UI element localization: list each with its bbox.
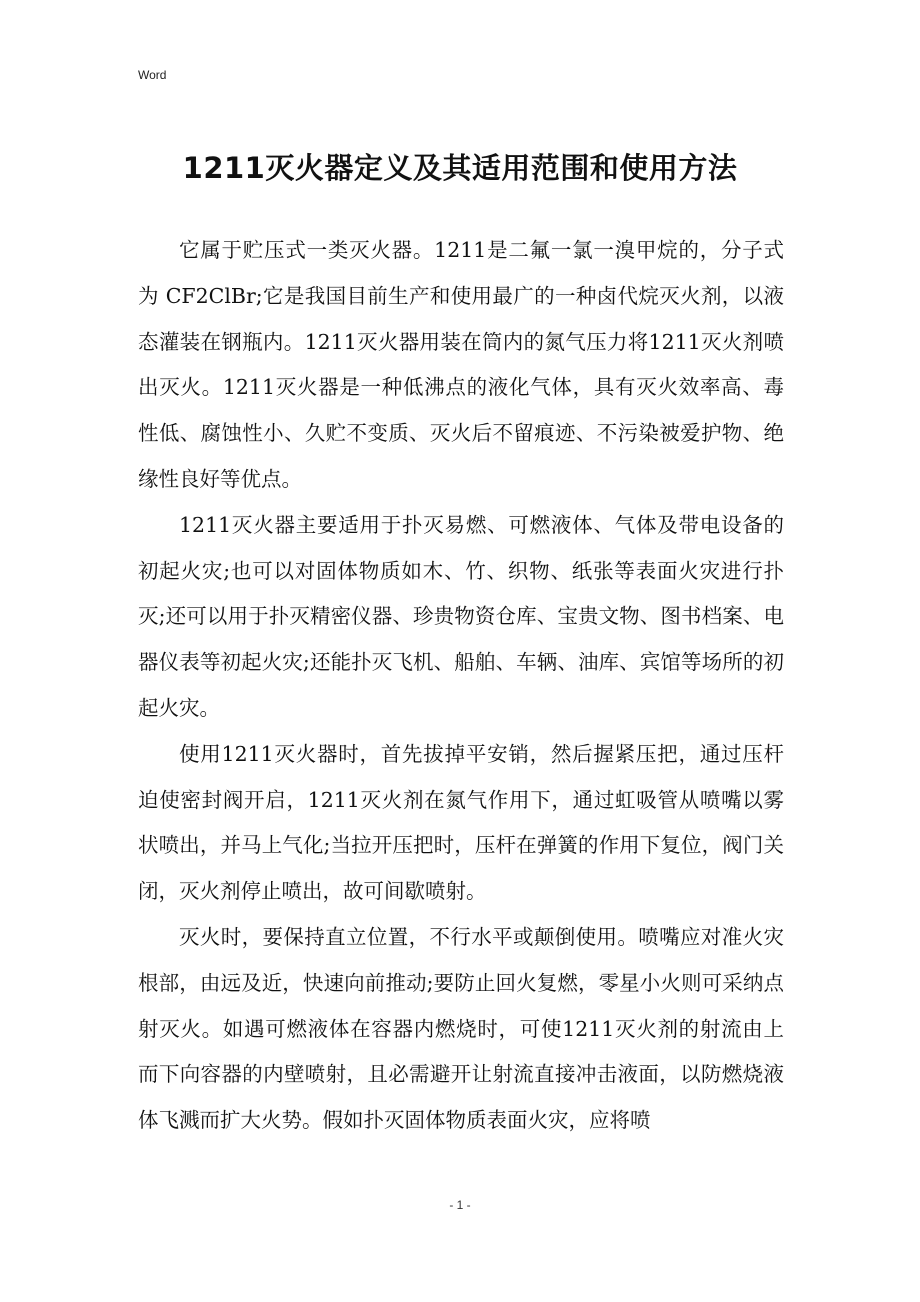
paragraph-3: 使用1211灭火器时，首先拔掉平安销，然后握紧压把，通过压杆迫使密封阀开启，1211灭火剂在氮气作用下，通过虹吸管从喷嘴以雾状喷出，并马上气化;当拉开压把时，压杆在弹簧的作用下复位，阀门关闭，灭火剂停止喷出，故可间歇喷射。: [138, 741, 784, 904]
paragraph-2: 1211灭火器主要适用于扑灭易燃、可燃液体、气体及带电设备的初起火灾;也可以对固体物质如木、竹、织物、纸张等表面火灾进行扑灭;还可以用于扑灭精密仪器、珍贵物资仓库、宝贵文物、图书档案、电器仪表等初起火灾;还能扑灭飞机、船舶、车辆、油库、宾馆等场所的初起火灾。: [138, 512, 784, 720]
document-title: 1211灭火器定义及其适用范围和使用方法: [182, 151, 738, 185]
page-number: - 1 -: [449, 1198, 471, 1212]
paragraph-1: 它属于贮压式一类灭火器。1211是二氟一氯一溴甲烷的，分子式为 CF2ClBr;它是我国目前生产和使用最广的一种卤代烷灭火剂，以液态灌装在钢瓶内。1211灭火器用装在筒内的氮气压力将1211灭火剂喷出灭火。1211灭火器是一种低沸点的液化气体，具有灭火效率高、毒性低、腐蚀性小、久贮不变质、灭火后不留痕迹、不污染被爱护物、绝缘性良好等优点。: [138, 238, 784, 491]
document-body: [138, 228, 784, 1144]
header-label: Word: [138, 68, 167, 82]
paragraph-4: 灭火时，要保持直立位置，不行水平或颠倒使用。喷嘴应对准火灾根部，由远及近，快速向前推动;要防止回火复燃，零星小火则可采纳点射灭火。如遇可燃液体在容器内燃烧时，可使1211灭火剂的射流由上而下向容器的内壁喷射，且必需避开让射流直接冲击液面，以防燃烧液体飞溅而扩大火势。假如扑灭固体物质表面火灾，应将喷: [138, 924, 784, 1133]
